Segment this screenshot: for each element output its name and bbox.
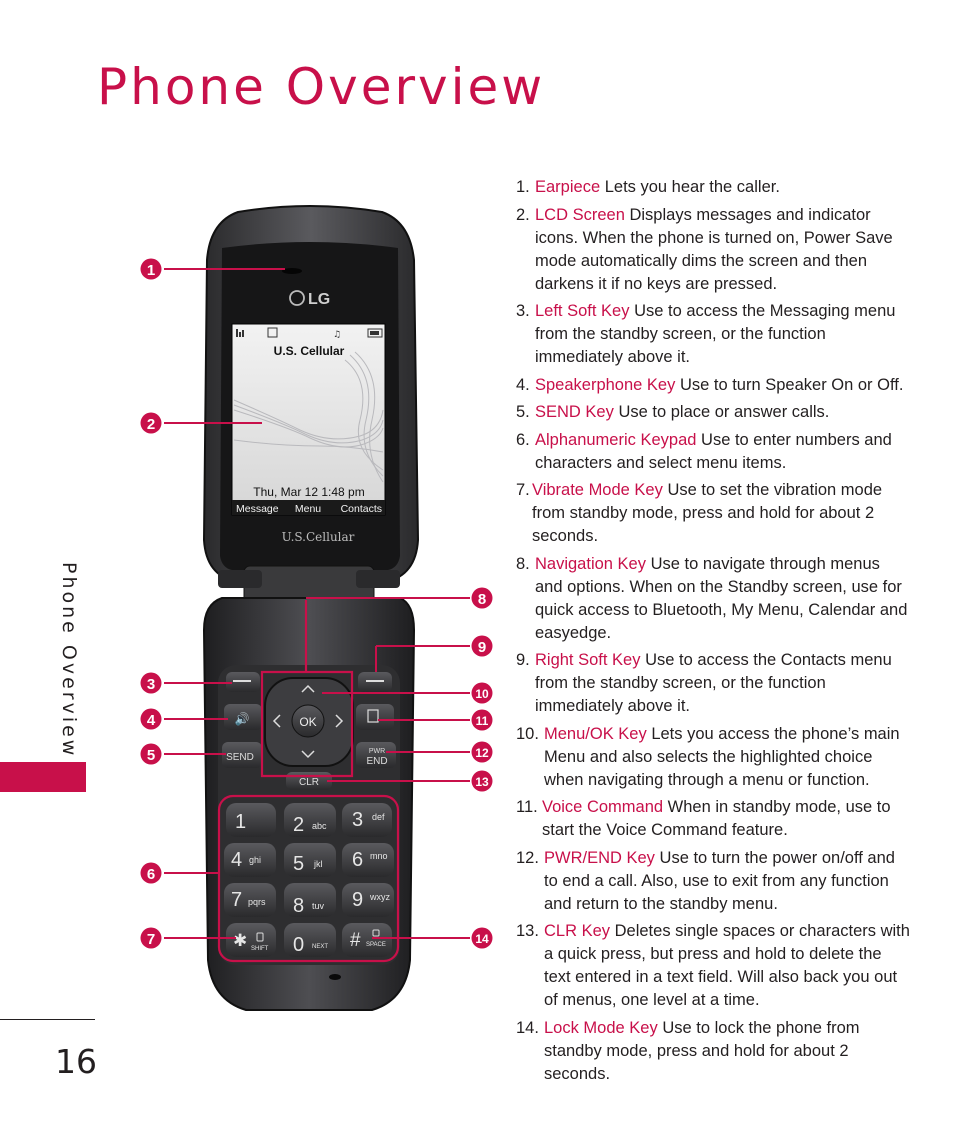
key-hash: # bbox=[350, 930, 361, 951]
item-text: Use to navigate through menus and options. When on the Standby screen, use for quick access to Bluetooth, My Menu, Calendar and easyedge. bbox=[535, 554, 908, 642]
callout-4: 4 bbox=[146, 712, 156, 729]
key-6-letters: mno bbox=[370, 851, 388, 861]
key-7-letters: pqrs bbox=[248, 897, 266, 907]
list-item: 7. Vibrate Mode Key Use to set the vibration mode from standby mode, press and hold for about 2 seconds. bbox=[516, 481, 883, 545]
key-3-letters: def bbox=[372, 812, 385, 822]
screen-carrier-name: U.S. Cellular bbox=[273, 344, 345, 358]
key-description-list bbox=[516, 176, 911, 1090]
list-item: 6. Alphanumeric Keypad Use to enter numbers and characters and select menu items. bbox=[516, 430, 892, 472]
end-key-label: END bbox=[366, 756, 388, 767]
key-hash-space: SPACE bbox=[366, 942, 386, 948]
list-item: 9. Right Soft Key Use to access the Contacts menu from the standby screen, or the function immediately above it. bbox=[516, 651, 892, 715]
key-2-letters: abc bbox=[312, 821, 327, 831]
item-key: LCD Screen bbox=[535, 205, 625, 224]
item-text: Lets you hear the caller. bbox=[604, 178, 780, 196]
softkey-center-label: Menu bbox=[294, 503, 322, 515]
callout-7: 7 bbox=[146, 931, 156, 948]
callout-6: 6 bbox=[146, 866, 156, 883]
key-8: 8 bbox=[293, 895, 305, 917]
item-text: Deletes single spaces or characters with a quick press, but press and hold to delete the text entered in a text field. Will also back you out of menus, one level at a time. bbox=[544, 922, 910, 1009]
item-key: Vibrate Mode Key bbox=[532, 481, 663, 499]
callout-12: 12 bbox=[475, 746, 489, 760]
item-key: Speakerphone Key bbox=[535, 375, 676, 394]
list-item: 4. Speakerphone Key Use to turn Speaker On or Off. bbox=[516, 375, 904, 394]
page-number: 16 bbox=[55, 1042, 97, 1081]
key-3: 3 bbox=[352, 809, 364, 831]
item-text: Use to turn Speaker On or Off. bbox=[679, 375, 904, 394]
list-item: 12. PWR/END Key Use to turn the power on/off and to end a call. Also, use to exit from any function and return to the standby menu. bbox=[516, 848, 895, 913]
item-key: Voice Command bbox=[542, 798, 664, 816]
callout-1: 1 bbox=[146, 262, 156, 279]
clr-key-label: CLR bbox=[298, 777, 320, 788]
softkey-right-label: Contacts bbox=[340, 503, 382, 515]
list-item: 8. Navigation Key Use to navigate through menus and options. When on the Standby screen, use for quick access to Bluetooth, My Menu, Calendar and easyedge. bbox=[516, 554, 908, 642]
item-key: Menu/OK Key bbox=[544, 724, 647, 743]
callout-5: 5 bbox=[146, 747, 156, 764]
item-text: Use to place or answer calls. bbox=[618, 403, 830, 421]
microphone-hole bbox=[329, 974, 341, 980]
key-8-letters: tuv bbox=[312, 901, 325, 911]
carrier-logo-text: U.S.Cellular bbox=[281, 530, 355, 544]
svg-text:♫: ♫ bbox=[333, 330, 342, 340]
list-item: 3. Left Soft Key Use to access the Messaging menu from the standby screen, or the function immediately above it. bbox=[516, 302, 896, 366]
speaker-icon: 🔊 bbox=[234, 712, 250, 726]
key-6: 6 bbox=[352, 849, 364, 871]
callout-13: 13 bbox=[475, 775, 489, 789]
item-key: Right Soft Key bbox=[535, 651, 641, 669]
item-text: Use to set the vibration mode from standby mode, press and hold for about 2 seconds. bbox=[532, 481, 883, 545]
key-2: 2 bbox=[293, 814, 305, 836]
callout-3: 3 bbox=[146, 676, 156, 693]
list-item: 1. Earpiece Lets you hear the caller. bbox=[516, 178, 780, 196]
item-key: Alphanumeric Keypad bbox=[535, 430, 697, 449]
item-key: Left Soft Key bbox=[535, 302, 630, 320]
callout-9: 9 bbox=[477, 639, 487, 656]
key-9: 9 bbox=[352, 889, 364, 911]
voice-command-key bbox=[356, 704, 394, 730]
item-key: SEND Key bbox=[535, 403, 614, 421]
phone-brand-text: LG bbox=[308, 291, 331, 308]
key-star: ✱ bbox=[233, 931, 248, 950]
item-text: When in standby mode, use to start the Voice Command feature. bbox=[542, 798, 891, 839]
pwr-key-label: PWR bbox=[368, 748, 386, 755]
list-item: 10. Menu/OK Key Lets you access the phone’s main Menu and also selects the highlighted choice when navigating through a menu or function. bbox=[516, 724, 900, 789]
key-5-letters: jkl bbox=[314, 859, 323, 869]
item-text: Use to enter numbers and characters and select menu items. bbox=[535, 430, 892, 472]
key-9-letters: wxyz bbox=[370, 892, 390, 902]
list-item: 11. Voice Command When in standby mode, use to start the Voice Command feature. bbox=[516, 798, 891, 839]
side-section-label: Phone Overview bbox=[58, 562, 80, 759]
ok-key-label: OK bbox=[299, 715, 317, 729]
key-5: 5 bbox=[293, 853, 305, 875]
softkey-left-label: Message bbox=[236, 503, 279, 515]
item-text: Lets you access the phone’s main Menu and also selects the highlighted choice when navigating through a menu or function. bbox=[544, 724, 900, 789]
list-item: 14. Lock Mode Key Use to lock the phone from standby mode, press and hold for about 2 seconds. bbox=[516, 1018, 860, 1083]
callout-14: 14 bbox=[475, 932, 489, 946]
key-4: 4 bbox=[231, 849, 243, 871]
key-4-letters: ghi bbox=[249, 855, 262, 865]
item-key: Navigation Key bbox=[535, 554, 646, 573]
list-item: 13. CLR Key Deletes single spaces or characters with a quick press, but press and hold to delete the text entered in a text field. Will also back you out of menus, one level at a time. bbox=[516, 922, 910, 1009]
key-7: 7 bbox=[231, 889, 243, 911]
page-title: Phone Overview bbox=[97, 58, 546, 116]
list-item: 5. SEND Key Use to place or answer calls. bbox=[516, 403, 830, 421]
item-key: Lock Mode Key bbox=[544, 1018, 658, 1037]
item-text: Use to lock the phone from standby mode, press and hold for about 2 seconds. bbox=[544, 1018, 860, 1083]
item-text: Use to access the Contacts menu from the standby screen, or the function immediately above it. bbox=[535, 651, 892, 715]
key-0: 0 bbox=[293, 934, 305, 956]
item-key: Earpiece bbox=[535, 178, 601, 196]
callout-2: 2 bbox=[146, 416, 156, 433]
callout-11: 11 bbox=[475, 714, 489, 728]
screen-datetime: Thu, Mar 12 1:48 pm bbox=[253, 485, 365, 499]
callout-8: 8 bbox=[477, 591, 487, 608]
item-key: PWR/END Key bbox=[544, 848, 655, 867]
item-text: Use to access the Messaging menu from the standby screen, or the function immediately above it. bbox=[535, 302, 896, 366]
item-key: CLR Key bbox=[544, 922, 611, 940]
item-text: Displays messages and indicator icons. When the phone is turned on, Power Save mode automatically dims the screen and then darkens it if no keys are pressed. bbox=[535, 205, 893, 293]
callout-10: 10 bbox=[475, 687, 489, 701]
list-item: 2. LCD Screen Displays messages and indicator icons. When the phone is turned on, Power Save mode automatically dims the screen and then darkens it if no keys are pressed. bbox=[516, 205, 893, 293]
send-key-label: SEND bbox=[226, 752, 254, 763]
key-1: 1 bbox=[235, 811, 247, 833]
item-text: Use to turn the power on/off and to end a call. Also, use to exit from any function and return to the standby menu. bbox=[544, 848, 895, 913]
key-star-shift: SHIFT bbox=[251, 946, 269, 952]
key-0-next: NEXT bbox=[312, 944, 329, 950]
